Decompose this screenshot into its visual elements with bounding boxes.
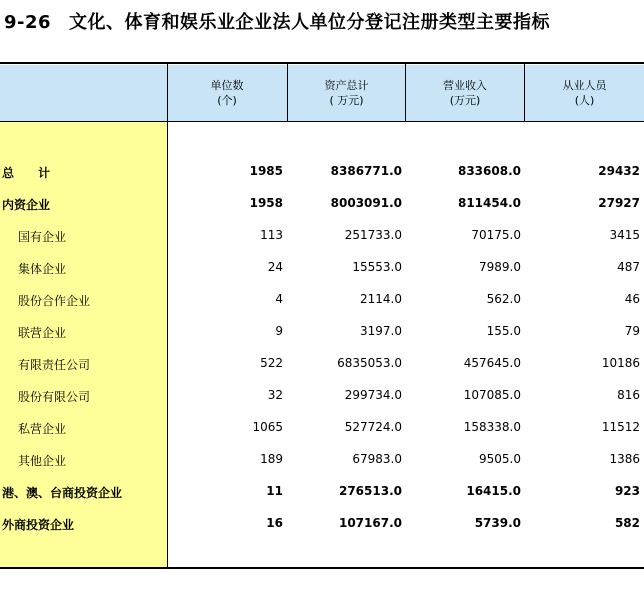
column-header-unit: ( 万元) [329,94,364,107]
table-cell: 24 [267,260,283,274]
table-cell: 27927 [598,196,640,210]
page-title [4,8,550,34]
table-cell: 522 [260,356,283,370]
table-cell: 9 [275,324,283,338]
table-cell: 107085.0 [463,388,521,402]
row-label: 国有企业 [18,230,67,244]
table-cell: 10186 [601,356,640,370]
table-cell: 1985 [249,164,283,178]
table-cell: 16 [266,516,283,530]
table-number: 9-26 [4,12,52,33]
table-cell: 4 [275,292,283,306]
row-label: 其他企业 [18,454,67,468]
column-header-name: 从业人员 [562,79,607,92]
table-row [0,156,644,188]
table-cell: 2114.0 [360,292,402,306]
table-cell: 67983.0 [352,452,402,466]
table-cell: 3415 [609,228,640,242]
table-row [0,444,644,476]
table-cell: 11 [266,484,283,498]
table-cell: 6835053.0 [337,356,402,370]
row-label: 外商投资企业 [2,518,75,532]
row-label: 股份有限公司 [18,390,91,404]
table-cell: 189 [260,452,283,466]
table-row [0,412,644,444]
row-label: 集体企业 [18,262,67,276]
table-cell: 276513.0 [338,484,402,498]
table-cell: 70175.0 [471,228,521,242]
table-cell: 46 [624,292,640,306]
table-cell: 8003091.0 [330,196,402,210]
table-cell: 113 [260,228,283,242]
top-rule [0,62,644,64]
column-header-revenue [406,65,524,121]
table-cell: 3197.0 [360,324,402,338]
table-row [0,380,644,412]
row-label: 私营企业 [18,422,67,436]
table-row [0,252,644,284]
row-label: 港、澳、台商投资企业 [2,486,123,500]
table-cell: 29432 [598,164,640,178]
column-header-units [167,65,287,121]
table-cell: 158338.0 [463,420,521,434]
table-cell: 155.0 [486,324,521,338]
table-title: 文化、体育和娱乐业企业法人单位分登记注册类型主要指标 [69,12,551,33]
table-cell: 582 [614,516,640,530]
row-label: 总 计 [2,166,51,180]
bottom-rule [0,567,644,569]
header-rule [0,121,644,122]
column-header-unit: (万元) [449,94,481,107]
table-cell: 457645.0 [463,356,521,370]
column-header-assets [288,65,405,121]
table-cell: 487 [617,260,640,274]
table-cell: 5739.0 [474,516,521,530]
table-cell: 816 [617,388,640,402]
table-cell: 562.0 [486,292,521,306]
table-cell: 9505.0 [479,452,521,466]
table-row [0,220,644,252]
column-header-unit: (人) [574,94,595,107]
table-cell: 923 [614,484,640,498]
table-cell: 7989.0 [479,260,521,274]
column-header-name: 营业收入 [443,79,487,92]
table-row [0,188,644,220]
table-cell: 79 [624,324,640,338]
column-header-employees [525,65,644,121]
table-cell: 15553.0 [352,260,402,274]
table-cell: 833608.0 [457,164,521,178]
table-row [0,476,644,508]
table-row [0,316,644,348]
row-label: 内资企业 [2,198,51,212]
row-label: 有限责任公司 [18,358,91,372]
table-cell: 107167.0 [338,516,402,530]
column-header-unit: (个) [217,94,237,107]
row-label: 股份合作企业 [18,294,91,308]
table-cell: 527724.0 [344,420,402,434]
table-row [0,348,644,380]
table-cell: 16415.0 [466,484,521,498]
table-cell: 11512 [601,420,640,434]
table-cell: 251733.0 [344,228,402,242]
column-header-name: 单位数 [210,79,244,92]
table-row [0,284,644,316]
table-cell: 1065 [252,420,283,434]
table-cell: 8386771.0 [330,164,402,178]
table-cell: 1386 [609,452,640,466]
table-cell: 299734.0 [344,388,402,402]
row-label: 联营企业 [18,326,67,340]
table-cell: 32 [267,388,283,402]
table-cell: 811454.0 [457,196,521,210]
table-row [0,508,644,540]
column-header-name: 资产总计 [324,79,369,92]
table-cell: 1958 [249,196,283,210]
